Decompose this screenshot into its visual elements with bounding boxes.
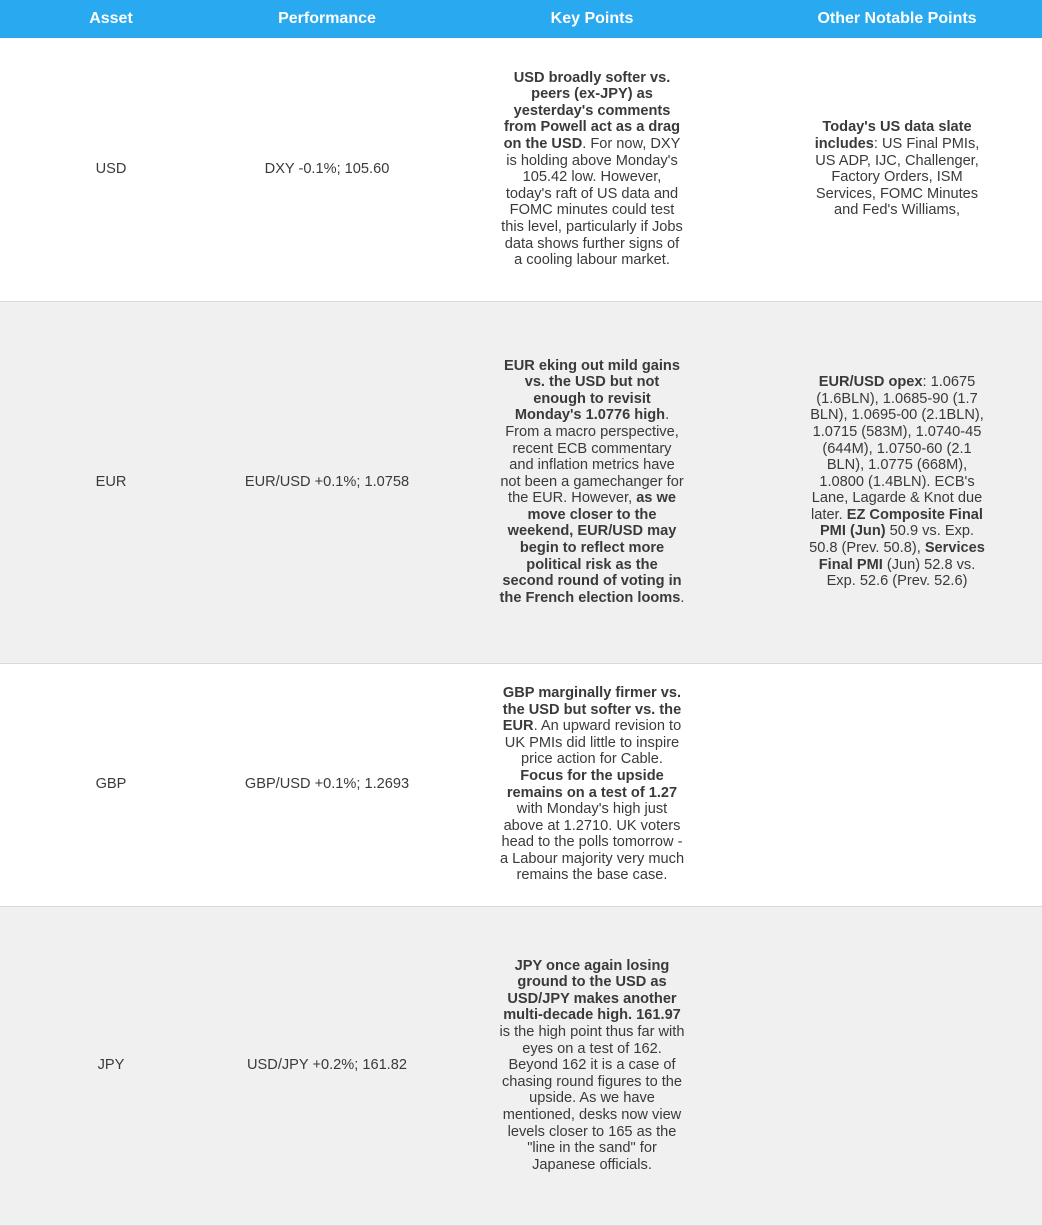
table-header-row [0, 0, 1042, 38]
table-row [0, 301, 1042, 663]
header-asset: Asset [0, 0, 222, 38]
header-key-points: Key Points [432, 0, 752, 38]
performance-cell: EUR/USD +0.1%; 1.0758 [222, 301, 432, 663]
table-row [0, 906, 1042, 1225]
other-points-cell [752, 38, 1042, 301]
text: : US Final PMIs, US ADP, IJC, Challenger, Factory Orders, ISM Services, FOMC Minutes and Fed's Williams, [815, 136, 980, 219]
bold-text: Services Final PMI [818, 540, 985, 573]
bold-text: EUR eking out mild gains vs. the USD but not enough to revisit Monday's 1.0776 high [504, 357, 680, 424]
table-row [0, 663, 1042, 906]
key-points-cell [432, 906, 752, 1225]
performance-cell: DXY -0.1%; 105.60 [222, 38, 432, 301]
performance-cell: USD/JPY +0.2%; 161.82 [222, 906, 432, 1225]
header-performance: Performance [222, 0, 432, 38]
key-points-cell [432, 663, 752, 906]
other-points-cell [752, 301, 1042, 663]
asset-cell: GBP [0, 663, 222, 906]
text: is the high point thus far with eyes on a test of 162. Beyond 162 it is a case of chasing round figures to the upside. As we have mentioned, desks now view levels closer to 165 as the "line in the sand" for Japanese officials. [499, 1024, 685, 1173]
text: 50.9 vs. Exp. 50.8 (Prev. 50.8), [809, 523, 975, 557]
text: (Jun) 52.8 vs. Exp. 52.6 (Prev. 52.6) [826, 556, 976, 590]
bold-text: EUR/USD opex [818, 374, 923, 391]
bold-text: JPY once again losing ground to the USD as USD/JPY makes another multi-decade high. 161.97 [503, 957, 681, 1024]
bold-text: Today's US data slate includes [814, 119, 972, 153]
other-points-cell [752, 906, 1042, 1225]
bold-text: USD broadly softer vs. peers (ex-JPY) as yesterday's comments from Powell act as a drag on the USD [503, 69, 680, 153]
text: . From a macro perspective, recent ECB commentary and inflation metrics have not been a gamechanger for the EUR. However, [500, 407, 684, 507]
asset-cell: USD [0, 38, 222, 301]
other-points-cell [752, 663, 1042, 906]
bold-text: Focus for the upside remains on a test of 1.27 [506, 767, 678, 801]
table-row [0, 38, 1042, 301]
text: : 1.0675 (1.6BLN), 1.0685-90 (1.7 BLN), 1.0695-00 (2.1BLN), 1.0715 (583M), 1.0740-45 (644M), 1.0750-60 (2.1 BLN), 1.0775 (668M), 1.0800 (1.4BLN). ECB's Lane, Lagarde & Knot due later. [810, 374, 984, 523]
text: . [680, 589, 685, 606]
key-points-cell [432, 301, 752, 663]
bold-text: EZ Composite Final PMI (Jun) [819, 506, 983, 540]
asset-cell: JPY [0, 906, 222, 1225]
asset-cell: EUR [0, 301, 222, 663]
key-points-cell [432, 38, 752, 301]
text: . An upward revision to UK PMIs did little to inspire price action for Cable. [504, 718, 682, 768]
bold-text: GBP marginally firmer vs. the USD but softer vs. the EUR [502, 684, 682, 735]
bold-text: as we move closer to the weekend, EUR/USD may begin to reflect more political risk as the second round of voting in the French election looms [499, 490, 682, 606]
header-other-notable-points: Other Notable Points [752, 0, 1042, 38]
text: with Monday's high just above at 1.2710. UK voters head to the polls tomorrow - a Labour majority very much remains the base case. [499, 801, 685, 884]
text: . For now, DXY is holding above Monday's 105.42 low. However, today's raft of US data and FOMC minutes could test this level, particularly if Jobs data shows further signs of a cooling labour market. [501, 136, 683, 269]
performance-cell: GBP/USD +0.1%; 1.2693 [222, 663, 432, 906]
